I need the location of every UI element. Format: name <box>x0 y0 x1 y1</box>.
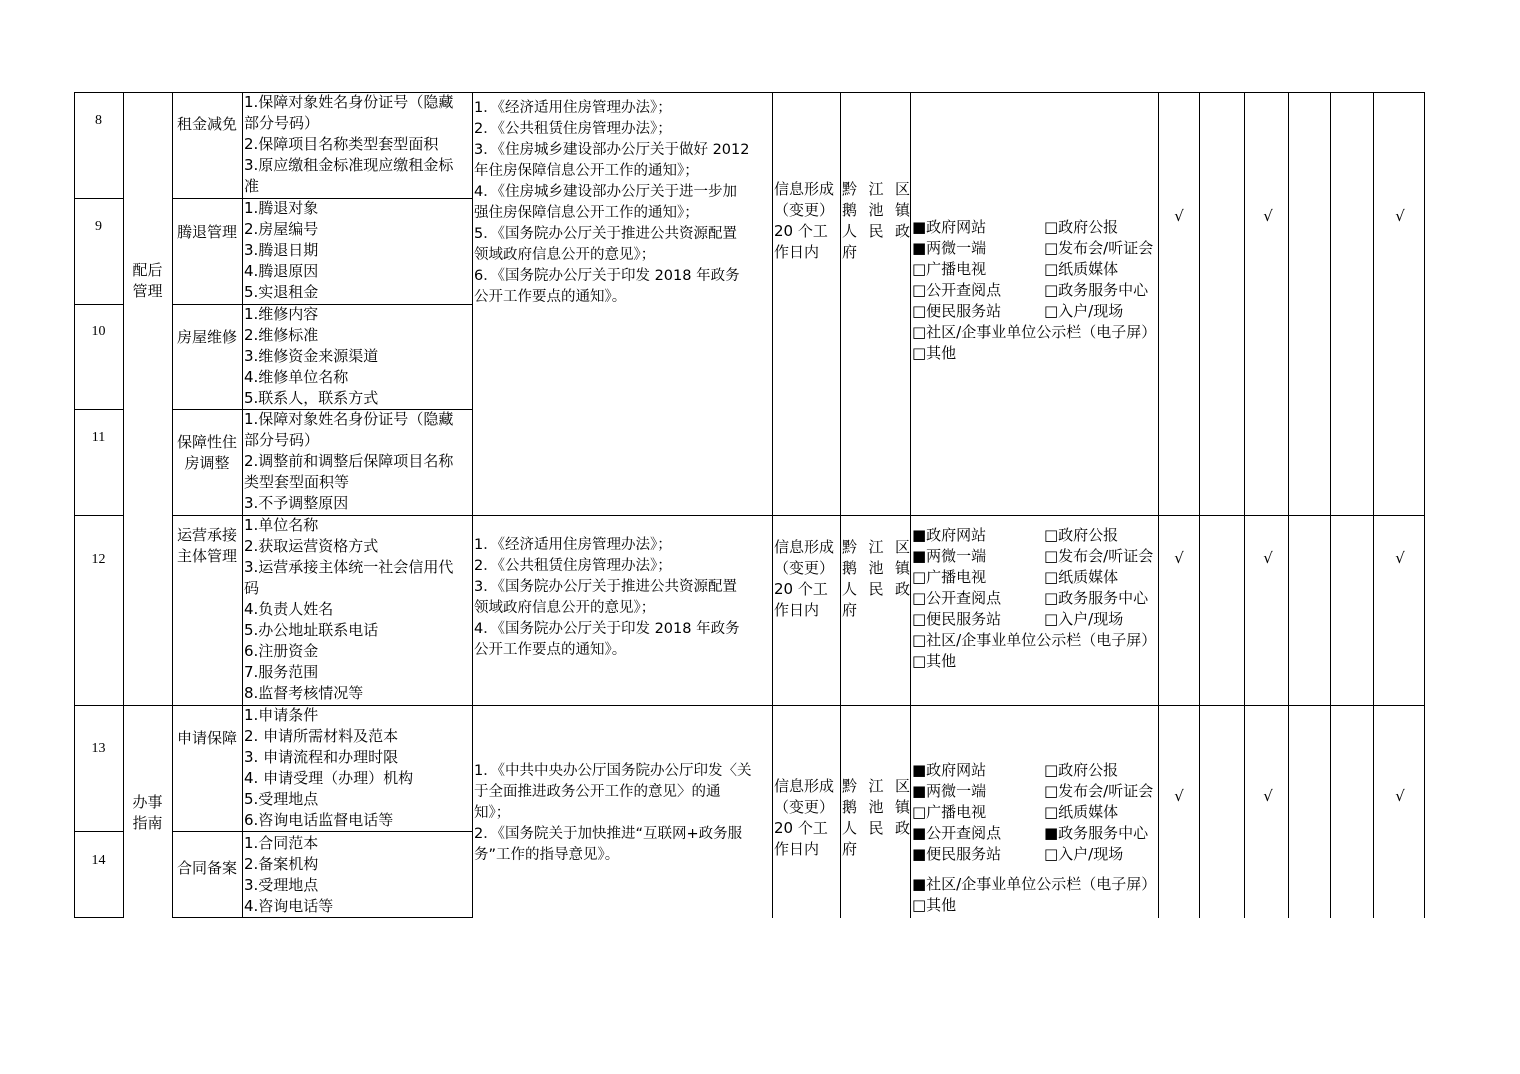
disclosure-channels: ■政府网站 □政府公报 ■两微一端 □发布会/听证会 □广播电视 □纸质媒体 □公开查阅点 □政务服务中心 □便民服务站 □入户/现场 □社区/企事业单位公示栏（电子屏） □其他 <box>912 218 1157 362</box>
row-number: 12 <box>91 552 106 567</box>
row-number: 9 <box>95 219 102 234</box>
item-name: 保障性住 房调整 <box>176 433 237 472</box>
item-name: 房屋维修 <box>176 327 237 346</box>
disclosure-subject: 黔 江 区 鹅 池 镇 人 民 政 府 <box>842 180 910 261</box>
content-list: 1.申请条件 2. 申请所需材料及范本 3. 申请流程和办理时限 4. 申请受理（办理）机构 5.受理地点 6.咨询电话监督电话等 <box>244 706 414 829</box>
category-label: 配后 管理 <box>132 261 163 300</box>
disclosure-channels: ■政府网站 □政府公报 ■两微一端 □发布会/听证会 □广播电视 □纸质媒体 ■公开查阅点 ■政务服务中心 ■便民服务站 □入户/现场 ■社区/企事业单位公示栏（电子屏） □其他 <box>912 761 1157 914</box>
disclosure-time: 信息形成 （变更） 20 个工 作日内 <box>774 538 835 619</box>
check-mark: √ <box>1395 207 1405 225</box>
row-number: 8 <box>95 113 102 128</box>
disclosure-subject: 黔 江 区 鹅 池 镇 人 民 政 府 <box>842 538 910 619</box>
content-list: 1.合同范本 2.备案机构 3.受理地点 4.咨询电话等 <box>244 834 334 915</box>
content-list: 1.保障对象姓名身份证号（隐藏 部分号码） 2.调整前和调整后保障项目名称 类型套型面积等 3.不予调整原因 <box>244 410 454 512</box>
legal-basis: 1．《经济适用住房管理办法》； 2．《公共租赁住房管理办法》； 3．《住房城乡建设部办公厅关于做好 2012 年住房保障信息公开工作的通知》； 4．《住房城乡建设部办公厅关于进一步加 强住房保障信息公开工作的通知》； 5．《国务院办公厅关于推进公共资源配置 领域政府信息公开的意见》； 6．《国务院办公厅关于印发 2018 年政务 公开工作要点的通知》。 <box>474 100 750 305</box>
content-list: 1.保障对象姓名身份证号（隐藏 部分号码） 2.保障项目名称类型套型面积 3.原应缴租金标准现应缴租金标 准 <box>244 93 454 195</box>
disclosure-time: 信息形成 （变更） 20 个工 作日内 <box>774 180 835 261</box>
check-mark: √ <box>1263 787 1273 805</box>
check-mark: √ <box>1263 549 1273 567</box>
check-mark: √ <box>1263 207 1273 225</box>
row-number: 13 <box>91 741 106 756</box>
disclosure-table <box>74 92 1424 918</box>
legal-basis: 1．《经济适用住房管理办法》； 2．《公共租赁住房管理办法》； 3．《国务院办公厅关于推进公共资源配置 领域政府信息公开的意见》； 4．《国务院办公厅关于印发 2018 年政务 公开工作要点的通知》。 <box>474 537 740 658</box>
check-mark: √ <box>1395 787 1405 805</box>
legal-basis: 1．《中共中央办公厅国务院办公厅印发〈关 于全面推进政务公开工作的意见〉的通 知》； 2．《国务院关于加快推进“互联网+政务服 务”工作的指导意见》。 <box>474 763 752 863</box>
row-number: 10 <box>91 324 106 339</box>
disclosure-channels: ■政府网站 □政府公报 ■两微一端 □发布会/听证会 □广播电视 □纸质媒体 □公开查阅点 □政务服务中心 □便民服务站 □入户/现场 □社区/企事业单位公示栏（电子屏） □其他 <box>912 526 1157 670</box>
item-name: 腾退管理 <box>176 222 237 241</box>
disclosure-time: 信息形成 （变更） 20 个工 作日内 <box>774 777 835 858</box>
item-name: 申请保障 <box>176 728 237 747</box>
check-mark: √ <box>1174 787 1184 805</box>
row-number: 11 <box>91 430 106 445</box>
item-name: 合同备案 <box>176 858 237 877</box>
check-mark: √ <box>1174 207 1184 225</box>
content-list: 1.腾退对象 2.房屋编号 3.腾退日期 4.腾退原因 5.实退租金 <box>244 199 319 301</box>
content-list: 1.单位名称 2.获取运营资格方式 3.运营承接主体统一社会信用代 码 4.负责人姓名 5.办公地址联系电话 6.注册资金 7.服务范围 8.监督考核情况等 <box>244 516 454 702</box>
check-mark: √ <box>1395 549 1405 567</box>
check-mark: √ <box>1174 549 1184 567</box>
disclosure-subject: 黔 江 区 鹅 池 镇 人 民 政 府 <box>842 777 910 858</box>
content-list: 1.维修内容 2.维修标准 3.维修资金来源渠道 4.维修单位名称 5.联系人，联系方式 <box>244 305 379 407</box>
category-label: 办事 指南 <box>132 793 163 832</box>
row-number: 14 <box>91 853 106 868</box>
item-name: 运营承接 主体管理 <box>176 526 237 565</box>
item-name: 租金减免 <box>176 114 237 133</box>
